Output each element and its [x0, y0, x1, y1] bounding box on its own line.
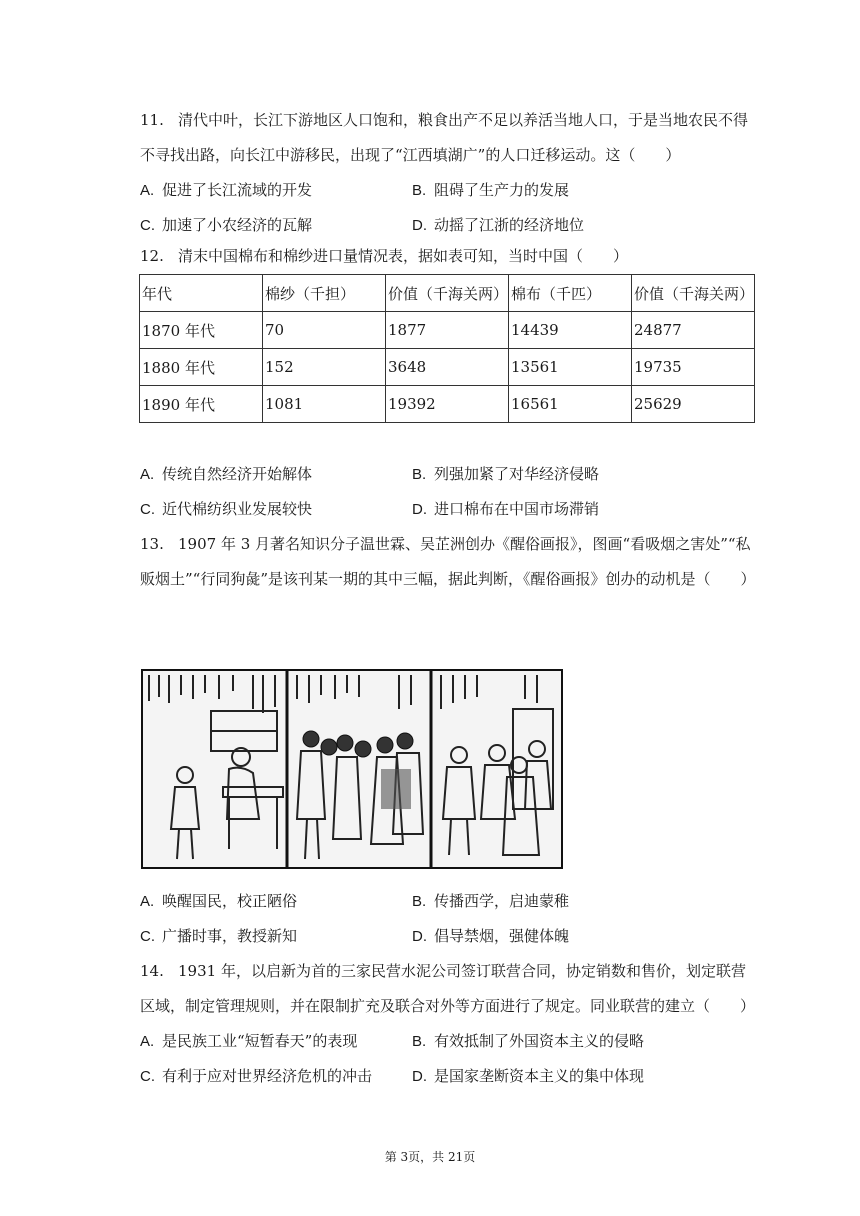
question-stem: [140, 239, 755, 274]
table-header-row: [140, 275, 755, 312]
option-key: D.: [412, 501, 427, 518]
table-cell: 1890 年代: [140, 386, 263, 423]
table-cell: 19735: [632, 349, 755, 386]
options: [140, 173, 755, 243]
option-a[interactable]: [140, 1024, 412, 1059]
option-c[interactable]: [140, 492, 412, 527]
option-key: B.: [412, 1033, 427, 1050]
question-stem: [140, 527, 755, 597]
option-key: B.: [412, 182, 427, 199]
option-text: 广播时事，教授新知: [162, 927, 298, 945]
options: [140, 457, 755, 527]
option-text: 是民族工业“短暂春天”的表现: [162, 1032, 358, 1050]
option-text: 传统自然经济开始解体: [162, 465, 313, 483]
option-text: 促进了长江流域的开发: [162, 181, 313, 199]
table-header-cell: 棉纱（千担）: [263, 275, 386, 312]
option-d[interactable]: [412, 919, 752, 954]
table-cell: 19392: [386, 386, 509, 423]
table-cell: 1870 年代: [140, 312, 263, 349]
option-d[interactable]: [412, 492, 752, 527]
question-13: [140, 527, 755, 597]
table-header-cell: 棉布（千匹）: [509, 275, 632, 312]
option-key: A.: [140, 182, 155, 199]
table-cell: 3648: [386, 349, 509, 386]
question-text: 1907 年 3 月著名知识分子温世霖、吴芷洲创办《醒俗画报》，图画“看吸烟之害处”“私贩烟土”“行同狗彘”是该刊某一期的其中三幅，据此判断，《醒俗画报》创办的动机是（ ）: [140, 535, 756, 588]
question-13-options: [140, 884, 755, 954]
option-c[interactable]: [140, 208, 412, 243]
option-b[interactable]: [412, 1024, 752, 1059]
option-text: 动摇了江浙的经济地位: [434, 216, 585, 234]
table-cell: 1081: [263, 386, 386, 423]
option-text: 倡导禁烟，强健体魄: [434, 927, 570, 945]
option-text: 传播西学，启迪蒙稚: [434, 892, 570, 910]
option-b[interactable]: [412, 884, 752, 919]
option-text: 有利于应对世界经济危机的冲击: [162, 1067, 373, 1085]
table-cell: 14439: [509, 312, 632, 349]
option-key: C.: [140, 217, 155, 234]
table-cell: 70: [263, 312, 386, 349]
question-number: 14.: [140, 962, 164, 980]
option-key: B.: [412, 466, 427, 483]
page-footer: 第 3页，共 21页: [384, 1150, 476, 1164]
table-header-cell: 价值（千海关两）: [632, 275, 755, 312]
option-key: A.: [140, 893, 155, 910]
table-header-cell: 年代: [140, 275, 263, 312]
option-key: D.: [412, 928, 427, 945]
question-11: [140, 103, 755, 243]
question-stem: [140, 954, 755, 1024]
option-text: 是国家垄断资本主义的集中体现: [434, 1067, 645, 1085]
option-key: D.: [412, 1068, 427, 1085]
import-data-table: [139, 274, 755, 423]
woodcut-illustration: [141, 669, 563, 869]
question-number: 12.: [140, 247, 164, 265]
options: [140, 884, 755, 954]
option-text: 加速了小农经济的瓦解: [162, 216, 313, 234]
table-header-cell: 价值（千海关两）: [386, 275, 509, 312]
option-c[interactable]: [140, 1059, 412, 1094]
option-text: 近代棉纺织业发展较快: [162, 500, 313, 518]
question-number: 11.: [140, 111, 164, 129]
option-text: 唤醒国民，校正陋俗: [162, 892, 298, 910]
option-text: 进口棉布在中国市场滞销: [434, 500, 600, 518]
options: [140, 1024, 755, 1094]
table-cell: 1877: [386, 312, 509, 349]
table-cell: 1880 年代: [140, 349, 263, 386]
question-text: 清末中国棉布和棉纱进口量情况表，据如表可知，当时中国（ ）: [178, 247, 629, 265]
question-text: 1931 年，以启新为首的三家民营水泥公司签订联营合同，协定销数和售价，划定联营区域，制定管理规则，并在限制扩充及联合对外等方面进行了规定。同业联营的建立（ ）: [140, 962, 756, 1015]
option-key: A.: [140, 466, 155, 483]
option-b[interactable]: [412, 173, 752, 208]
question-12-options: [140, 457, 755, 527]
option-a[interactable]: [140, 457, 412, 492]
option-text: 列强加紧了对华经济侵略: [434, 465, 600, 483]
table-row: [140, 312, 755, 349]
option-key: D.: [412, 217, 427, 234]
option-key: C.: [140, 501, 155, 518]
option-d[interactable]: [412, 1059, 752, 1094]
option-key: B.: [412, 893, 427, 910]
table-cell: 25629: [632, 386, 755, 423]
option-b[interactable]: [412, 457, 752, 492]
option-key: C.: [140, 928, 155, 945]
question-stem: [140, 103, 755, 173]
option-key: C.: [140, 1068, 155, 1085]
question-number: 13.: [140, 535, 164, 553]
table-row: [140, 349, 755, 386]
option-text: 阻碍了生产力的发展: [434, 181, 570, 199]
option-text: 有效抵制了外国资本主义的侵略: [434, 1032, 645, 1050]
option-a[interactable]: [140, 884, 412, 919]
option-d[interactable]: [412, 208, 752, 243]
table-cell: 24877: [632, 312, 755, 349]
table-cell: 16561: [509, 386, 632, 423]
question-text: 清代中叶，长江下游地区人口饱和，粮食出产不足以养活当地人口，于是当地农民不得不寻找出路，向长江中游移民，出现了“江西填湖广”的人口迁移运动。这（ ）: [140, 111, 749, 164]
table-cell: 13561: [509, 349, 632, 386]
table-row: [140, 386, 755, 423]
question-14: [140, 954, 755, 1094]
option-c[interactable]: [140, 919, 412, 954]
option-a[interactable]: [140, 173, 412, 208]
option-key: A.: [140, 1033, 155, 1050]
table-cell: 152: [263, 349, 386, 386]
question-12: [140, 239, 755, 274]
